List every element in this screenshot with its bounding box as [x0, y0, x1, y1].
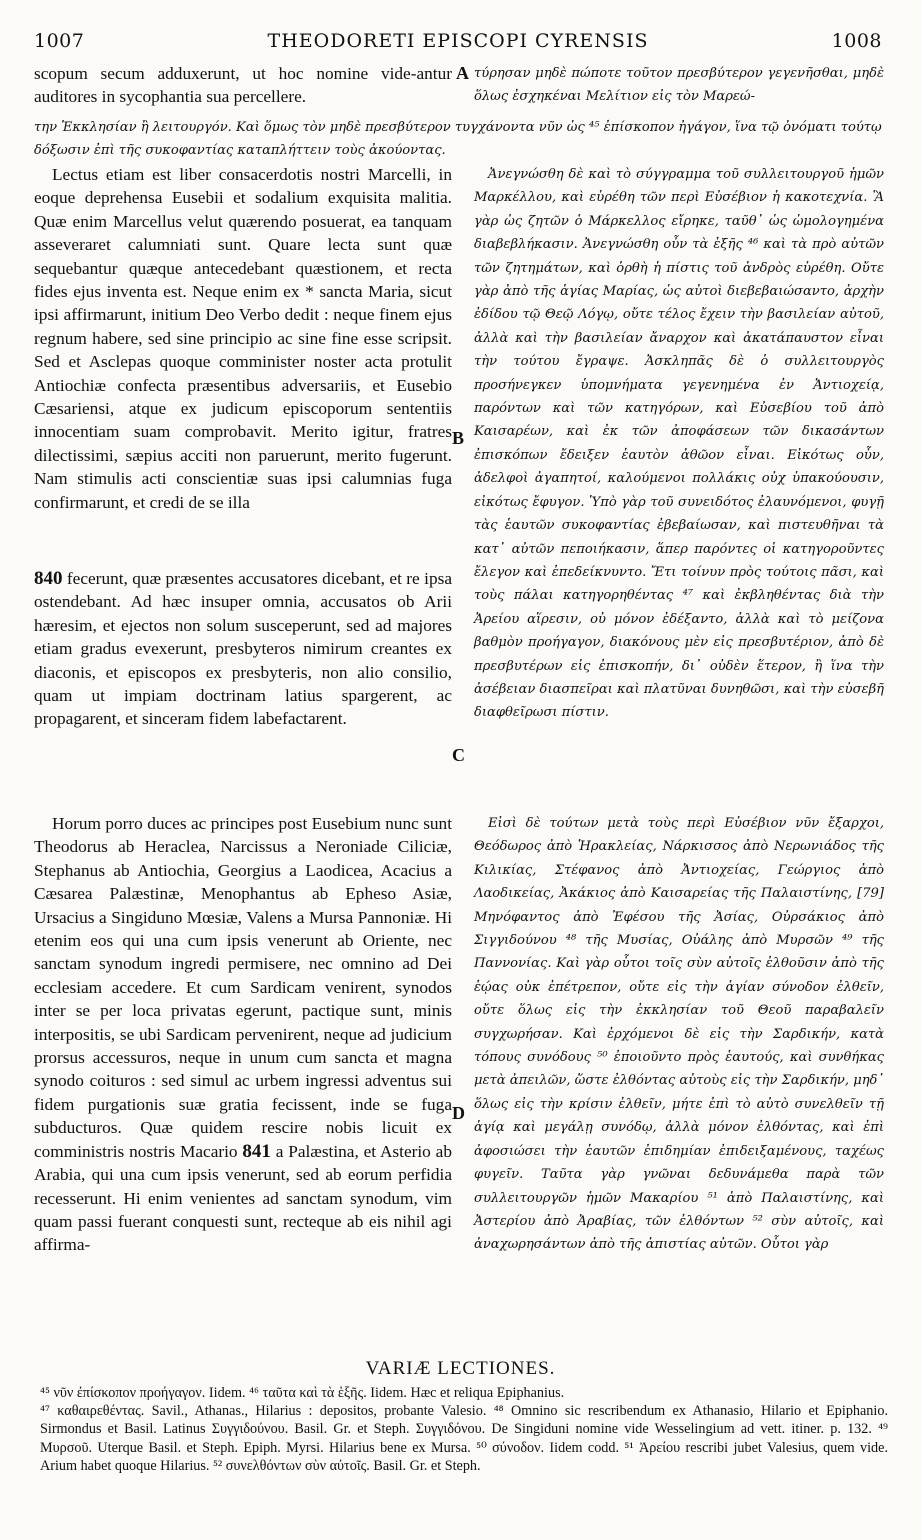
margin-letter-c: C	[452, 745, 465, 765]
latin-paragraph-2-continuation: a Palæstina, et Asterio ab Arabia, qui una cum ipsis venerunt, sed ab eorum perfidia recesserunt. Hi enim venientes ad sanctam synodum, vim quam passi fuerant conquesti sunt, recteque ab eis nihil agi affirma-	[34, 1141, 452, 1255]
margin-letter-a: A	[456, 63, 469, 83]
page-number-left: 1007	[34, 30, 85, 52]
footnotes-heading: VARIÆ LECTIONES.	[365, 1358, 556, 1379]
margin-letter-d: D	[452, 1103, 465, 1123]
latin-paragraph-1-continued	[34, 567, 452, 731]
footnotes	[40, 1384, 888, 1475]
running-title: THEODORETI EPISCOPI CYRENSIS	[267, 30, 649, 52]
latin-paragraph-2	[34, 812, 452, 1257]
latin-paragraph-2-text: Horum porro duces ac principes post Eusebium nunc sunt Theodorus ab Heraclea, Narcissus a Neroniade Ciliciæ, Stephanus ab Antiochia, Georgius a Laodicea, Acacius a Cæsarea Palæstinæ, Menophantus ab Epheso Asiæ, Ursacius a Singiduno Mœsiæ, Valens a Mursa Pannoniæ. Hi etenim eos qui una cum ipsis venerunt ab Oriente, nec sanctam synodum ingredi permisere, nec omnino ad Dei ecclesiam accedere. Et cum Sardicam venirent, synodos inter se per loca privatas egerunt, pactique sunt, minis interpositis, se ubi Sardicam pervenirent, neque ad judicium prorsus accessuros, neque in unum cum sancta et magna synodo coituros : sed simul ac urbem ingressi adventus sui fidem purgationis suæ gratia fecissent, inde se fuga subducturos. Quæ quidem rescire nobis licuit ex comministris nostris Macario	[34, 814, 452, 1161]
greek-paragraph-1: Ἀνεγνώσθη δὲ καὶ τὸ σύγγραμμα τοῦ συλλειτουργοῦ ἡμῶν Μαρκέλλου, καὶ εὑρέθη τῶν περὶ Εὐσέβιον ἡ κακοτεχνία. Ἃ γὰρ ὡς ζητῶν ὁ Μάρκελλος εἴρηκε, ταῦθ᾽ ὡς ὡμολογημένα διαβεβλήκασιν. Ἀνεγνώσθη οὖν τὰ ἑξῆς ⁴⁶ καὶ τὰ πρὸ αὐτῶν τῶν ζητημάτων, καὶ ὀρθὴ ἡ πίστις τοῦ ἀνδρὸς εὑρέθη. Οὔτε γὰρ ἀπὸ τῆς ἁγίας Μαρίας, ὡς αὐτοὶ διεβεβαιώσαντο, ἀρχὴν ἐδίδου τῷ Θεῷ Λόγῳ, οὔτε τέλος ἔχειν τὴν βασιλείαν αὐτοῦ, ἀλλὰ καὶ τὴν βασιλείαν ἄναρχον καὶ ἀκατάπαυστον εἶναι τὴν τούτου ἔγραψε. Ἀσκληπᾶς δὲ ὁ συλλειτουργὸς προσήνεγκεν ὑπομνήματα γεγενημένα ἐν Ἀντιοχείᾳ, παρόντων καὶ τῶν κατηγόρων, καὶ Εὐσεβίου τοῦ ἀπὸ Καισαρέων, καὶ ἐκ τῶν ἀποφάσεων τῶν δικασάντων ἐπισκόπων ἔδειξεν ἑαυτὸν ἀθῶον εἶναι. Εἰκότως οὖν, ἀδελφοὶ ἀγαπητοί, καλούμενοι πολλάκις οὐχ ὑπακούουσιν, εἰκότως ἔφυγον. Ὑπὸ γὰρ τοῦ συνειδότος ἐλαυνόμενοι, φυγῇ τὰς ἑαυτῶν συκοφαντίας ἐβεβαίωσαν, καὶ πιστευθῆναι τὰ κατ᾽ αὐτῶν πεποιήκασιν, ἅπερ παρόντες οἱ κατηγοροῦντες ἔλεγον καὶ ἐπεδείκνυντο. Ἔτι τοίνυν πρὸς τούτοις πᾶσι, καὶ τοὺς πάλαι κατηγορηθέντας ⁴⁷ καὶ ἐκβληθέντας διὰ τὴν Ἀρείου αἵρεσιν, οὐ μόνον ἐδέξαντο, ἀλλὰ καὶ τὸ μείζονα βαθμὸν προήγαγον, διακόνους μὲν εἰς πρεσβυτέριον, ἀπὸ δὲ πρεσβυτέρων εἰς ἐπισκοπήν, δι᾽ οὐδὲν ἕτερον, ἢ ἵνα τὴν ἀσέβειαν διασπεῖραι καὶ πλατῦναι δυνηθῶσι, καὶ τὴν εὐσεβῆ διαφθεῖρωσι πίστιν.	[474, 167, 884, 721]
margin-letter-b: B	[452, 428, 465, 448]
footnote-line: ⁴⁵ νῦν ἐπίσκοπον προήγαγον. Iidem. ⁴⁶ ταῦτα καὶ τὰ ἑξῆς. Iidem. Hæc et reliqua Epiphanius.	[40, 1385, 565, 1401]
greek-full-width-text: την Ἐκκλησίαν ἢ λειτουργόν. Καὶ ὅμως τὸν μηδὲ πρεσβύτερον τυγχάνοντα νῦν ὡς ⁴⁵ ἐπίσκοπον ἠγάγον, ἵνα τῷ ὀνόματι τούτῳ δόξωσιν ἐπὶ τῆς συκοφαντίας καταπλήττειν τοὺς ἀκούοντας.	[34, 120, 882, 159]
page-marker-841: 841	[242, 1140, 271, 1162]
latin-paragraph-1: Lectus etiam est liber consacerdotis nostri Marcelli, in eoque deprehensa Eusebii et sodalium exquisita malitia. Quæ enim Marcellus velut quærendo posuerat, ea tanquam asseveraret calumniati sunt. Quare lecta sunt quæ sequebantur quæque antecedebant quæstionem, et recta fides ejus inventa est. Neque enim ex * sancta Maria, sicut ipsi affirmarunt, initium Deo Verbo dedit : neque finem ejus regnum habere, sed sine principio ac sine fine esse scripsit. Sed et Asclepas quoque comminister noster acta protulit Antiochiæ confecta præsentibus adversariis, et Eusebio Cæsariensi, atque ex judicum episcoporum sententiis innocentiam suam comprobavit. Merito igitur, fratres dilectissimi, sæpius acciti non paruerunt, merito fugerunt. Nam stimulis acti conscientiæ suas ipsi calumnias fuga confirmarunt, et credi de se illa	[34, 165, 452, 512]
greek-paragraph-2: Εἰσὶ δὲ τούτων μετὰ τοὺς περὶ Εὐσέβιον νῦν ἔξαρχοι, Θεόδωρος ἀπὸ Ἡρακλείας, Νάρκισσος ἀπὸ Νερωνιάδος τῆς Κιλικίας, Στέφανος ἀπὸ Ἀντιοχείας, Γεώργιος ἀπὸ Λαοδικείας, Ἀκάκιος ἀπὸ Καισαρείας τῆς Παλαιστίνης, [79] Μηνόφαντος ἀπὸ Ἐφέσου τῆς Ἀσίας, Οὐρσάκιος ἀπὸ Σιγγιδούνου ⁴⁸ τῆς Μυσίας, Οὐάλης ἀπὸ Μυρσῶν ⁴⁹ τῆς Παννονίας. Καὶ γὰρ οὗτοι τοῖς σὺν αὐτοῖς ἐλθοῦσιν ἀπὸ τῆς ἑῴας οὐκ ἐπέτρεπον, οὔτε εἰς τὴν ἁγίαν σύνοδον ἐλθεῖν, οὔτε ὅλως εἰς τὴν ἐκκλησίαν τοῦ Θεοῦ παραβαλεῖν συγχωρήσαν. Καὶ ἐρχόμενοι δὲ εἰς τὴν Σαρδικήν, κατὰ τόπους συνόδους ⁵⁰ ἐποιοῦντο πρὸς ἑαυτούς, καὶ συνθήκας μετὰ ἀπειλῶν, ὥστε ἐλθόντας αὐτοὺς εἰς τὴν Σαρδικήν, μηδ᾽ ὅλως εἰς τὴν κρίσιν ἐλθεῖν, μήτε ἐπὶ τὸ αὐτὸ συνελθεῖν τῇ ἁγίᾳ καὶ μεγάλῃ συνόδῳ, ἀλλὰ μόνον ἐλθόντας, καὶ ἐπὶ ἀφοσιώσει τὴν ἑαυτῶν ἐπιδημίαν ἐπιδειξαμένους, ταχέως φυγεῖν. Ταῦτα γὰρ γνῶναι δεδυνάμεθα παρὰ τῶν συλλειτουργῶν ἡμῶν Μακαρίου ⁵¹ ἀπὸ Παλαιστίνης, καὶ Ἀστερίου ἀπὸ Ἀραβίας, τῶν ἐλθόντων ⁵² σὺν αὐτοῖς, καὶ ἀναχωρησάντων ἀπὸ τῆς ἀπιστίας αὐτῶν. Οὗτοι γὰρ	[474, 816, 884, 1253]
page-header	[34, 30, 882, 58]
latin-top-text: scopum secum adduxerunt, ut hoc nomine vide-antur auditores in sycophantia sua percellere.	[34, 64, 452, 107]
page-marker-840: 840	[34, 568, 63, 589]
greek-top-text: τύρησαν μηδὲ πώποτε τοῦτον πρεσβύτερον γεγενῆσθαι, μηδὲ ὅλως ἐσχηκέναι Μελίτιον εἰς τὸν Μαρεώ-	[474, 66, 884, 105]
footnote-line: ⁴⁷ καθαιρεθέντας. Savil., Athanas., Hilarius : depositos, probante Valesio. ⁴⁸ Omnino sic rescribendum ex Athanasio, Hilario et Epiphanio. Sirmondus et Basil. Latinus Συγγιδούνου. Basil. Gr. et Steph. Συγγιδόνου. De Singiduni nomine vide Wesselingium ad vett. itiner. p. 132. ⁴⁹ Μυρσοῦ. Uterque Basil. et Steph. Epiph. Myrsi. Hilarius bene ex Mursa. ⁵⁰ σύνοδον. Iidem codd. ⁵¹ Ἀρείου rescribi jubet Valesius, quem vide. Arium habet quoque Hilarius. ⁵² συνελθόντων σὺν αὐτοῖς. Basil. Gr. et Steph.	[40, 1403, 888, 1474]
latin-paragraph-1-continuation: fecerunt, quæ præsentes accusatores dicebant, et re ipsa ostendebant. Ad hæc insuper omnia, accusatos ob Arii hæresim, et ejectos non solum susceperunt, sed ad majores etiam gradus evexerunt, presbyteros nimirum creantes ex diaconis, et episcopos ex presbyteris, non alio consilio, quam ut impiam doctrinam latius spargerent, ac propagarent, et sinceram fidem labefactarent.	[34, 569, 452, 729]
page-number-right: 1008	[831, 30, 882, 52]
